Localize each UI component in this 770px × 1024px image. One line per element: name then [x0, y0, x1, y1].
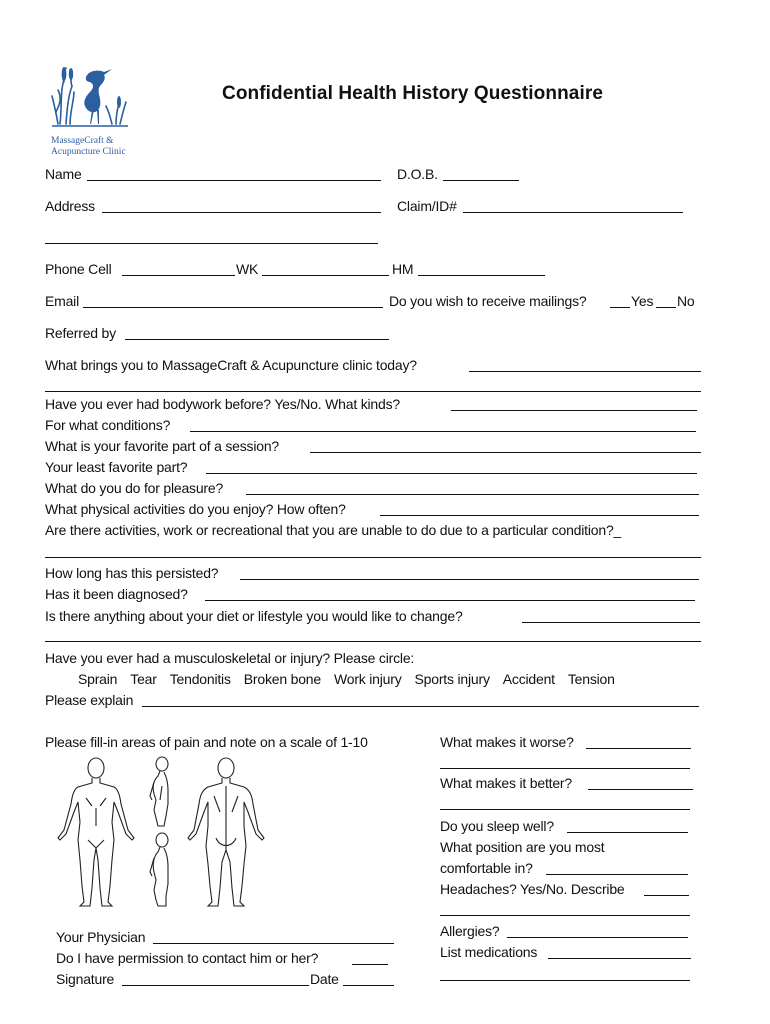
- injury-options: [78, 671, 615, 687]
- better-input[interactable]: [588, 789, 693, 790]
- name-label: Name: [45, 166, 82, 182]
- physical-question: What physical activities do you enjoy? How often?: [45, 501, 346, 517]
- brings-input[interactable]: [469, 371, 701, 372]
- headaches-input-line2[interactable]: [440, 915, 690, 916]
- physician-label: Your Physician: [56, 929, 146, 945]
- better-label: What makes it better?: [440, 775, 572, 791]
- injury-option-tendonitis[interactable]: Tendonitis: [169, 671, 231, 687]
- address-label: Address: [45, 198, 95, 214]
- injury-question: Have you ever had a musculoskeletal or injury? Please circle:: [45, 650, 415, 666]
- medications-label: List medications: [440, 944, 538, 960]
- phone-cell-label: Phone Cell: [45, 261, 112, 277]
- claim-input[interactable]: [463, 212, 683, 213]
- permission-label: Do I have permission to contact him or her?: [56, 950, 319, 966]
- permission-input[interactable]: [352, 964, 388, 965]
- sleep-label: Do you sleep well?: [440, 818, 554, 834]
- email-label: Email: [45, 293, 80, 309]
- least-question: Your least favorite part?: [45, 459, 188, 475]
- physician-input[interactable]: [153, 943, 394, 944]
- explain-label: Please explain: [45, 692, 134, 708]
- brings-input-line2[interactable]: [45, 391, 701, 392]
- worse-input[interactable]: [586, 748, 691, 749]
- referred-label: Referred by: [45, 325, 116, 341]
- unable-question: Are there activities, work or recreational that you are unable to do due to a particular condition?_: [45, 522, 622, 538]
- clinic-logo: [48, 52, 138, 162]
- heron-logo-icon: [50, 52, 130, 132]
- better-input-line2[interactable]: [440, 809, 690, 810]
- pain-instructions: Please fill-in areas of pain and note on a scale of 1-10: [45, 734, 368, 750]
- diet-input-line2[interactable]: [45, 641, 701, 642]
- injury-option-tension[interactable]: Tension: [567, 671, 615, 687]
- worse-label: What makes it worse?: [440, 734, 574, 750]
- least-input[interactable]: [206, 473, 697, 474]
- pleasure-input[interactable]: [246, 494, 699, 495]
- physical-input[interactable]: [380, 515, 699, 516]
- dob-input[interactable]: [443, 180, 519, 181]
- side-body-top-icon: [150, 757, 168, 826]
- persisted-question: How long has this persisted?: [45, 565, 219, 581]
- side-body-bottom-icon: [150, 833, 168, 906]
- claim-label: Claim/ID#: [397, 198, 457, 214]
- dob-label: D.O.B.: [397, 166, 438, 182]
- position-input[interactable]: [546, 874, 688, 875]
- diet-question: Is there anything about your diet or lifestyle you would like to change?: [45, 608, 463, 624]
- medications-input[interactable]: [548, 958, 691, 959]
- medications-input-line2[interactable]: [440, 980, 690, 981]
- injury-option-sports-injury[interactable]: Sports injury: [414, 671, 490, 687]
- phone-wk-input[interactable]: [262, 275, 389, 276]
- injury-option-tear[interactable]: Tear: [130, 671, 157, 687]
- diagnosed-input[interactable]: [205, 600, 695, 601]
- email-input[interactable]: [83, 307, 383, 308]
- diagnosed-question: Has it been diagnosed?: [45, 586, 188, 602]
- signature-input[interactable]: [122, 985, 309, 986]
- name-input[interactable]: [87, 180, 381, 181]
- brings-label: What brings you to MassageCraft & Acupuncture clinic today?: [45, 357, 417, 373]
- address-line2-input[interactable]: [45, 243, 378, 244]
- persisted-input[interactable]: [240, 579, 699, 580]
- sleep-input[interactable]: [567, 832, 688, 833]
- mailings-yes-label: Yes: [631, 293, 654, 309]
- mailings-yes-input[interactable]: [610, 307, 630, 308]
- injury-option-accident[interactable]: Accident: [502, 671, 555, 687]
- mailings-no-input[interactable]: [656, 307, 676, 308]
- allergies-label: Allergies?: [440, 923, 500, 939]
- favorite-question: What is your favorite part of a session?: [45, 438, 279, 454]
- bodywork-question: Have you ever had bodywork before? Yes/No. What kinds?: [45, 396, 400, 412]
- conditions-question: For what conditions?: [45, 417, 171, 433]
- headaches-input[interactable]: [644, 895, 689, 896]
- address-input[interactable]: [102, 212, 381, 213]
- mailings-no-label: No: [677, 293, 695, 309]
- signature-label: Signature: [56, 971, 115, 987]
- referred-input[interactable]: [125, 339, 389, 340]
- back-body-icon: [188, 758, 264, 906]
- logo-name-line2: Acupuncture Clinic: [51, 147, 126, 157]
- injury-option-sprain[interactable]: Sprain: [78, 671, 118, 687]
- diet-input[interactable]: [522, 622, 700, 623]
- allergies-input[interactable]: [507, 937, 688, 938]
- phone-hm-input[interactable]: [418, 275, 545, 276]
- page-title: Confidential Health History Questionnaire: [222, 83, 603, 104]
- injury-option-work-injury[interactable]: Work injury: [333, 671, 402, 687]
- injury-option-broken-bone[interactable]: Broken bone: [243, 671, 321, 687]
- position-label-line2: comfortable in?: [440, 860, 533, 876]
- date-label: Date: [310, 971, 339, 987]
- favorite-input[interactable]: [310, 452, 701, 453]
- unable-input[interactable]: [45, 557, 701, 558]
- phone-hm-label: HM: [392, 261, 414, 277]
- phone-cell-input[interactable]: [122, 275, 235, 276]
- conditions-input[interactable]: [190, 431, 696, 432]
- logo-name-line1: MassageCraft &: [51, 136, 114, 146]
- pleasure-question: What do you do for pleasure?: [45, 480, 224, 496]
- worse-input-line2[interactable]: [440, 768, 690, 769]
- explain-input[interactable]: [142, 706, 699, 707]
- bodywork-input[interactable]: [451, 410, 697, 411]
- date-input[interactable]: [343, 985, 394, 986]
- body-diagram[interactable]: [50, 756, 290, 916]
- headaches-label: Headaches? Yes/No. Describe: [440, 881, 625, 897]
- mailings-label: Do you wish to receive mailings?: [389, 293, 587, 309]
- position-label-line1: What position are you most: [440, 839, 605, 855]
- phone-wk-label: WK: [236, 261, 259, 277]
- front-body-icon: [58, 758, 134, 906]
